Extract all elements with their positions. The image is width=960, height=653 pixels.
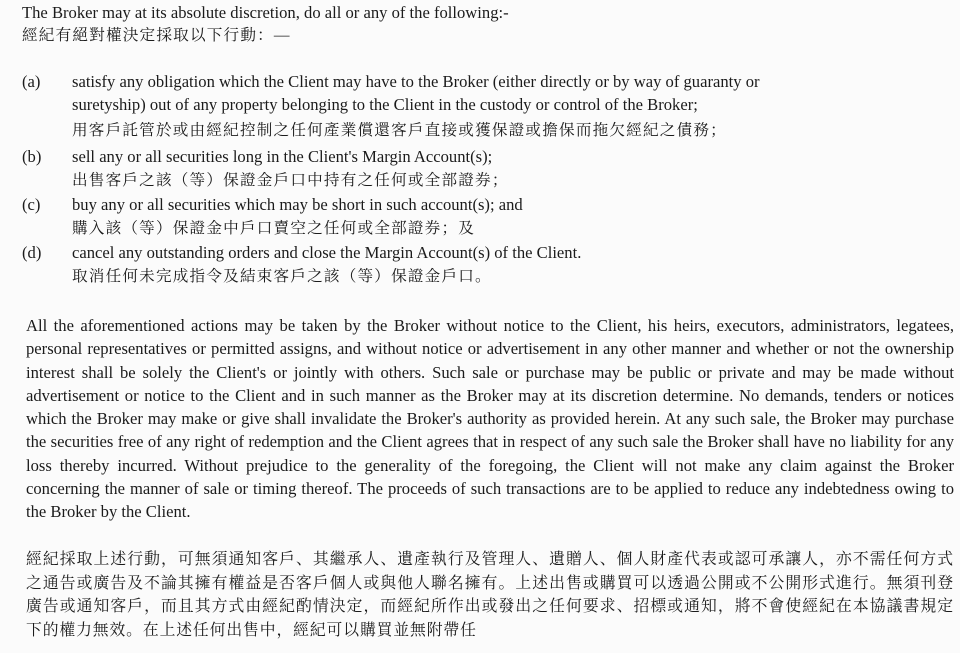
paragraph-chinese: 經紀採取上述行動，可無須通知客戶、其繼承人、遺產執行及管理人、遺贈人、個人財產代表或認可承讓人，亦不需任何方式之通告或廣告及不論其擁有權益是否客戶個人或與他人聯名擁有。上述出售或購買可以透過公開或不公開形式進行。無須刊登廣告或通知客戶，而且其方式由經紀酌情決定，而經紀所作出或發出之任何要求、招標或通知，將不會使經紀在本協議書規定下的權力無效。在上述任何出售中，經紀可以購買並無附帶任 <box>26 551 954 639</box>
clause-chinese: 取消任何未完成指令及結束客戶之該（等）保證金戶口。 <box>72 268 492 285</box>
paragraph-english: All the aforementioned actions may be taken by the Broker without notice to the Client, his heirs, executors, administrators, legatees, personal representatives or permitted assigns, and without notice or advertisement in any other manner and whether or not the ownership interest shall be solely the Client's or jointly with others. Such sale or purchase may be public or private and may be made without advertisement or notice to the Client and in such manner as the Broker may at its discretion determine. No demands, tenders or notices which the Broker may make or give shall invalidate the Broker's authority as provided herein. At any such sale, the Broker may purchase the securities free of any right of redemption and the Client agrees that in respect of any such sale the Broker shall have no liability for any loss thereby incurred. Without prejudice to the generality of the foregoing, the Client will not make any claim against the Broker concerning the manner of sale or timing thereof. The proceeds of such transactions are to be applied to reduce any indebtedness owing to the Broker by the Client. <box>26 316 954 522</box>
clause-english-line: sell any or all securities long in the Client's Margin Account(s); <box>72 147 493 166</box>
clause-marker: (a) <box>22 72 41 91</box>
intro-chinese: 經紀有絕對權決定採取以下行動：— <box>22 27 291 44</box>
intro-english: The Broker may at its absolute discretion, do all or any of the following:- <box>22 3 509 22</box>
clause-english-line: suretyship) out of any property belonging to the Client in the custody or control of the Broker; <box>72 95 698 114</box>
clause-marker: (c) <box>22 195 41 214</box>
clause-english-line: satisfy any obligation which the Client may have to the Broker (either directly or by way of guaranty or <box>72 72 760 91</box>
clause-chinese: 購入該（等）保證金中戶口賣空之任何或全部證券；及 <box>72 220 476 237</box>
clause-marker: (b) <box>22 147 42 166</box>
clause-chinese: 出售客戶之該（等）保證金戶口中持有之任何或全部證券； <box>72 172 509 189</box>
clause-english-line: cancel any outstanding orders and close the Margin Account(s) of the Client. <box>72 243 582 262</box>
clause-chinese: 用客戶託管於或由經紀控制之任何產業償還客戶直接或獲保證或擔保而拖欠經紀之債務； <box>72 122 727 139</box>
clause-marker: (d) <box>22 243 42 262</box>
clause-english-line: buy any or all securities which may be short in such account(s); and <box>72 195 523 214</box>
